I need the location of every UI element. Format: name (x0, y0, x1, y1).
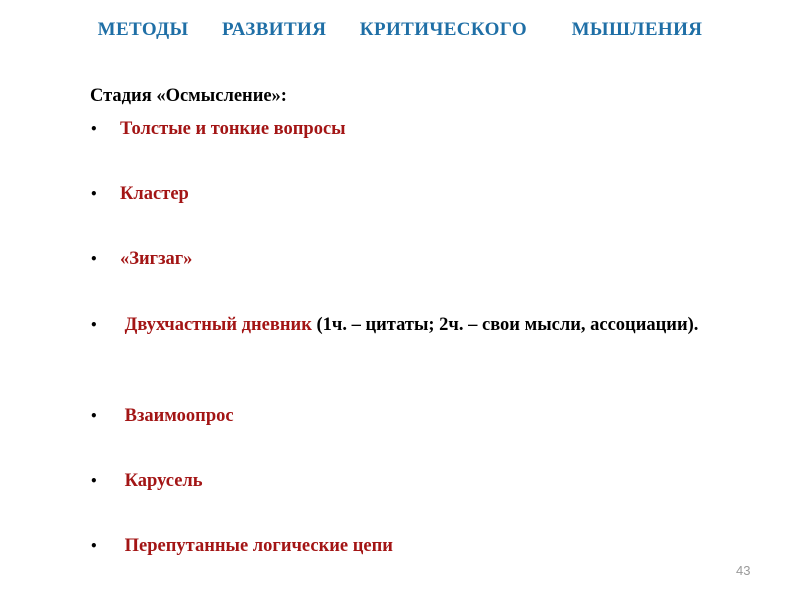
list-item-text: Карусель (120, 471, 203, 491)
list-item (90, 533, 730, 560)
list-item-text: Толстые и тонкие вопросы (120, 119, 346, 139)
list-item (90, 246, 730, 273)
bullet-icon: • (90, 539, 98, 553)
list-item-text: «Зигзаг» (120, 249, 193, 269)
list-item-text: Кластер (120, 184, 189, 204)
list-item (90, 116, 730, 143)
slide-title: МЕТОДЫ РАЗВИТИЯ КРИТИЧЕСКОГО МЫШЛЕНИЯ (97, 19, 703, 40)
list-item (90, 181, 730, 208)
list-item-text: Взаимоопрос (120, 406, 234, 426)
bullet-icon: • (90, 474, 98, 488)
stage-label: Стадия «Осмысление»: (90, 86, 287, 106)
list-item-note: (1ч. – цитаты; 2ч. – свои мысли, ассоциации). (311, 315, 699, 335)
list-item (90, 312, 730, 339)
list-item-text: Перепутанные логические цепи (120, 536, 393, 556)
bullet-icon: • (90, 122, 98, 136)
bullet-icon: • (90, 409, 98, 423)
page-number: 43 (736, 563, 751, 578)
list-item (90, 468, 730, 495)
bullet-icon: • (90, 187, 98, 201)
list-item (90, 403, 730, 430)
bullet-icon: • (90, 318, 98, 332)
list-item-text: Двухчастный дневник (120, 315, 312, 335)
bullet-icon: • (90, 252, 98, 266)
